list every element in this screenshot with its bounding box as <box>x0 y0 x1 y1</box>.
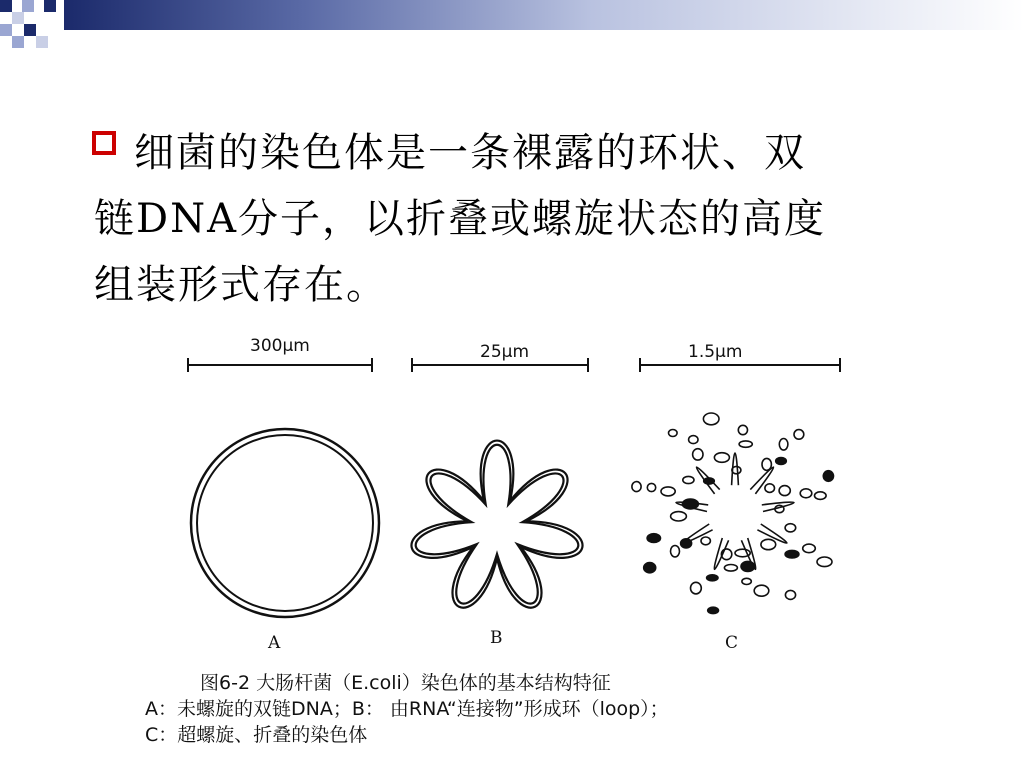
decor-square <box>12 36 24 48</box>
scale-bar-a <box>188 358 372 372</box>
body-line <box>94 252 974 318</box>
supercoil-loop <box>724 565 737 572</box>
supercoil-loop <box>785 590 795 599</box>
supercoil-loop <box>683 476 694 483</box>
slide-body-text <box>94 120 974 318</box>
scale-label-c: 1.5μm <box>688 342 743 362</box>
figure-caption-line3: C：超螺旋、折叠的染色体 <box>145 724 368 746</box>
supercoil-loop <box>742 578 751 584</box>
supercoil-loop <box>735 549 750 557</box>
decor-square <box>44 0 56 12</box>
supercoil-loop <box>703 413 719 425</box>
supercoil-loop <box>779 486 790 496</box>
body-line-1: 细菌的染色体是一条裸露的环状、双 <box>134 130 806 176</box>
loop-structure-b <box>411 441 582 608</box>
scale-bar-c <box>640 358 840 372</box>
panel-label-c: C <box>725 633 739 653</box>
body-line-3: 组装形式存在。 <box>94 262 388 308</box>
supercoil-loop <box>779 439 788 451</box>
supercoil-loop <box>647 483 655 491</box>
supercoil-loop <box>682 499 698 509</box>
chromosome-figure <box>140 330 880 750</box>
supercoil-loop <box>671 546 680 557</box>
coil-arm <box>762 502 794 511</box>
supercoil-loop <box>647 534 660 543</box>
header-gradient-bar <box>64 0 1024 30</box>
supercoil-loop <box>815 492 827 500</box>
supercoil-loop <box>669 430 678 437</box>
supercoil-loop <box>741 561 755 571</box>
loop-outline <box>411 441 582 608</box>
figure-drawing <box>140 330 880 650</box>
panel-label-b: B <box>490 628 503 648</box>
scale-label-a: 300μm <box>250 336 310 356</box>
body-line <box>94 186 974 252</box>
supercoil-loop <box>644 563 656 573</box>
circular-dna-a <box>191 429 379 617</box>
supercoil-loop <box>708 607 719 613</box>
supercoil-loop <box>823 471 833 482</box>
supercoil-loop <box>762 458 771 470</box>
supercoil-loop <box>661 487 675 496</box>
figure-caption-title: 图6-2 大肠杆菌（E.coli）染色体的基本结构特征 <box>200 672 611 694</box>
supercoil-loop <box>671 512 687 521</box>
supercoil-loop <box>776 458 787 465</box>
slide-header-decoration <box>0 0 1024 52</box>
supercoil-loop <box>689 436 698 444</box>
supercoil-loop <box>701 537 710 545</box>
coil-arm <box>750 467 773 494</box>
supercoil-loop <box>754 585 769 596</box>
supercoil-loop <box>800 489 812 498</box>
supercoiled-chromosome-c <box>632 413 834 614</box>
decor-square <box>12 12 24 24</box>
panel-label-a: A <box>268 633 281 653</box>
supercoil-loop <box>632 482 641 492</box>
body-line <box>94 120 974 186</box>
supercoil-loop <box>817 557 832 567</box>
supercoil-loop <box>794 430 804 440</box>
decor-square <box>24 24 36 36</box>
supercoil-loop <box>714 453 729 463</box>
decor-square <box>22 0 34 12</box>
figure-caption-line2: A：未螺旋的双链DNA；B： 由RNA“连接物”形成环（loop）； <box>145 698 669 720</box>
supercoil-loop <box>785 550 799 558</box>
supercoil-loop <box>707 575 718 581</box>
supercoil-loop <box>739 441 752 447</box>
supercoil-loop <box>803 544 816 553</box>
supercoil-loop <box>785 524 796 532</box>
supercoil-loop <box>765 484 775 493</box>
supercoil-loop <box>704 478 715 484</box>
decor-square <box>0 24 12 36</box>
scale-label-b: 25μm <box>480 342 530 362</box>
supercoil-loop <box>693 449 703 460</box>
supercoil-loop <box>738 425 747 434</box>
decor-square <box>0 0 12 12</box>
body-line-2: 链DNA分子，以折叠或螺旋状态的高度 <box>94 196 826 242</box>
decor-square <box>36 36 48 48</box>
supercoil-loop <box>761 539 776 549</box>
supercoil-loop <box>691 582 702 594</box>
scale-bar-b <box>412 358 588 372</box>
supercoil-loop <box>681 539 692 548</box>
